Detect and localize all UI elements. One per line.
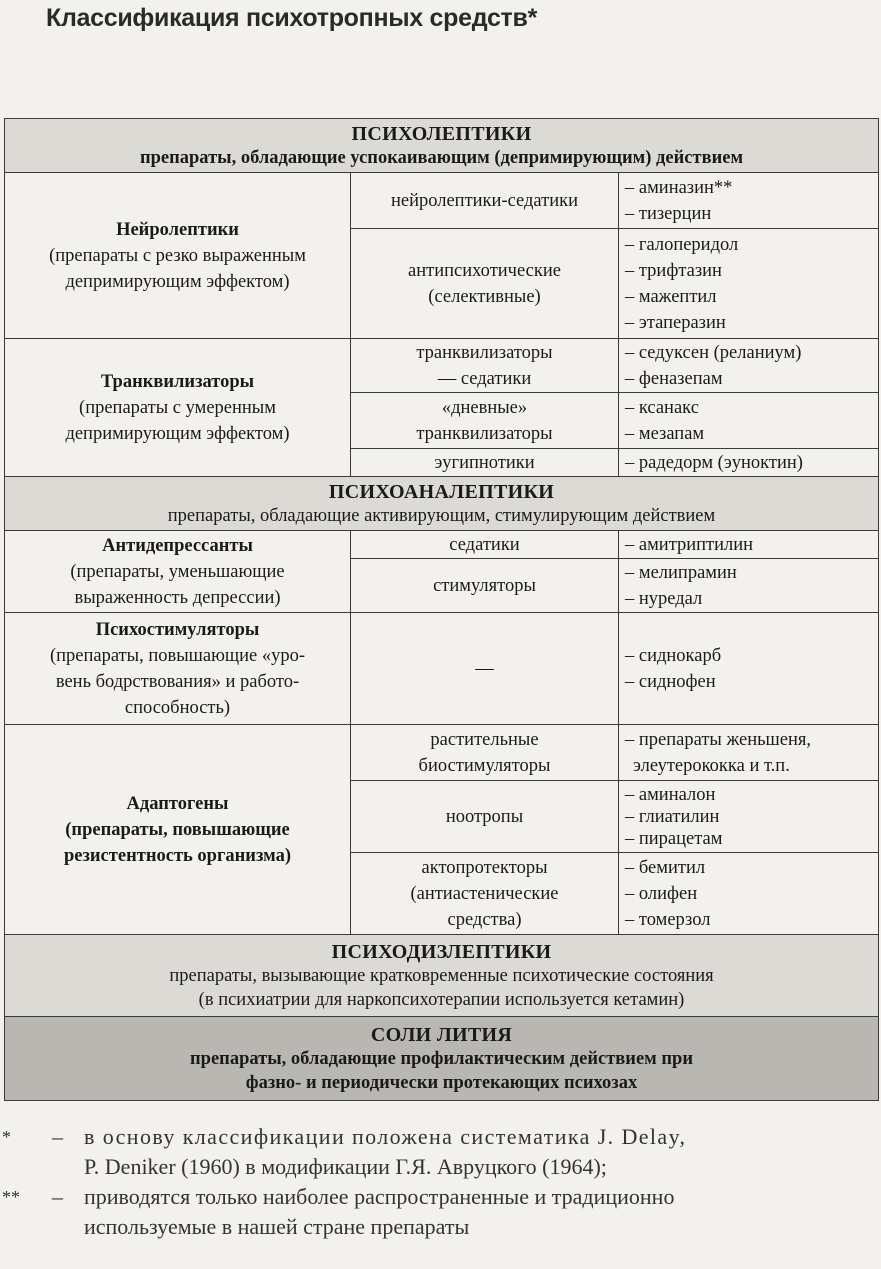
subgroup-name-line: (антиастенические: [410, 883, 559, 904]
drug-item: – аминалон: [625, 784, 716, 805]
group-desc-line: депримирующим эффектом): [65, 271, 290, 292]
subgroup-name: [351, 613, 619, 725]
footnote-line: приводятся только наиболее распространенные и традиционно: [84, 1184, 675, 1209]
footnote-line: используемые в нашей стране препараты: [84, 1214, 470, 1239]
subgroup-name-line: —: [475, 658, 494, 679]
subgroup-name: [351, 393, 619, 449]
subgroup-name-line: биостимуляторы: [418, 755, 551, 776]
group-desc-line: (препараты, повышающие «уро-: [49, 645, 306, 666]
group-name: Адаптогены: [126, 793, 229, 814]
subgroup-name-line: стимуляторы: [433, 575, 536, 596]
drug-item: – мезапам: [625, 423, 705, 444]
section-subtitle-line: (в психиатрии для наркопсихотерапии используется кетамин): [198, 989, 685, 1010]
subgroup-name-line: растительные: [430, 729, 539, 750]
subgroup-name: [351, 229, 619, 339]
drug-item: – аминазин**: [625, 177, 733, 198]
section-subtitle: препараты, обладающие активирующим, стимулирующим действием: [167, 505, 716, 526]
subgroup-name: [351, 173, 619, 229]
drug-item: – нуредал: [625, 588, 703, 609]
subgroup-name: [351, 339, 619, 393]
drug-list: [619, 449, 879, 477]
drug-list: [619, 725, 879, 781]
group-tranquilizers: [5, 339, 351, 477]
drug-item: – галоперидол: [625, 234, 739, 255]
psycholeptics-header: [5, 119, 879, 173]
subgroup-name-line: транквилизаторы: [416, 342, 553, 363]
footnote-dash: –: [52, 1184, 63, 1209]
section-subtitle-line: фазно- и периодически протекающих психозах: [245, 1072, 638, 1093]
group-psychostimulants: [5, 613, 351, 725]
drug-list: [619, 393, 879, 449]
section-subtitle-line: препараты, вызывающие кратковременные психотические состояния: [169, 965, 714, 986]
drug-item: – амитриптилин: [625, 534, 754, 555]
subgroup-name-line: — седатики: [437, 368, 532, 389]
group-neuroleptics: [5, 173, 351, 339]
drug-item: – мажептил: [625, 286, 717, 307]
subgroup-name-line: нейролептики-седатики: [390, 190, 579, 211]
drug-list: [619, 781, 879, 853]
subgroup-name-line: средства): [447, 909, 522, 930]
drug-item: – феназепам: [625, 368, 723, 389]
footnote-line: P. Deniker (1960) в модификации Г.Я. Авруцкого (1964);: [84, 1154, 607, 1179]
drug-list: [619, 173, 879, 229]
psychodysleptics-header: [5, 935, 879, 1017]
section-title: СОЛИ ЛИТИЯ: [370, 1023, 513, 1046]
group-name: Транквилизаторы: [100, 371, 255, 392]
section-subtitle-line: препараты, обладающие профилактическим действием при: [190, 1048, 693, 1069]
group-desc-line: вень бодрствования» и работо-: [55, 671, 300, 692]
classification-table: [4, 118, 879, 1101]
subgroup-name: [351, 725, 619, 781]
drug-item: – томерзол: [625, 909, 711, 930]
drug-item: – радедорм (эуноктин): [625, 452, 803, 473]
drug-item: – этаперазин: [625, 312, 726, 333]
footnote: [0, 1182, 881, 1242]
drug-list: [619, 229, 879, 339]
group-desc-line: (препараты, повышающие: [65, 819, 290, 840]
section-subtitle: препараты, обладающие успокаивающим (депримирующим) действием: [139, 147, 744, 168]
drug-list: [619, 613, 879, 725]
group-desc-line: резистентность организма): [63, 845, 292, 866]
lithium-header: [5, 1017, 879, 1101]
subgroup-name-line: актопротекторы: [421, 857, 548, 878]
group-name: Психостимуляторы: [95, 619, 260, 640]
drug-list: [619, 531, 879, 559]
footnote-mark: *: [2, 1127, 11, 1147]
drug-list: [619, 339, 879, 393]
drug-item: – глиатилин: [625, 806, 720, 827]
footnote-mark: **: [2, 1187, 20, 1207]
drug-list: [619, 853, 879, 935]
group-desc-line: выраженность депрессии): [74, 587, 281, 608]
drug-item: – сиднокарб: [625, 645, 722, 666]
subgroup-name-line: антипсихотические: [408, 260, 561, 281]
psychoanaleptics-header: [5, 477, 879, 531]
drug-item: – мелипрамин: [625, 562, 737, 583]
group-desc-line: (препараты с умеренным: [79, 397, 276, 418]
footnotes: [0, 1122, 881, 1242]
section-title: ПСИХОДИЗЛЕПТИКИ: [331, 940, 552, 963]
group-antidepressants: [5, 531, 351, 613]
footnote-dash: –: [52, 1124, 63, 1149]
drug-item: – седуксен (реланиум): [625, 342, 802, 363]
drug-item: – олифен: [625, 883, 698, 904]
group-desc-line: способность): [124, 697, 231, 718]
subgroup-name: [351, 781, 619, 853]
subgroup-name-line: седатики: [449, 534, 520, 555]
group-desc-line: депримирующим эффектом): [65, 423, 290, 444]
drug-item: – бемитил: [625, 857, 706, 878]
group-desc-line: (препараты с резко выраженным: [49, 245, 306, 266]
footnote-line: в основу классификации положена систематика J. Delay,: [84, 1124, 687, 1149]
subgroup-name: [351, 853, 619, 935]
subgroup-name-line: эугипнотики: [434, 452, 535, 473]
drug-item: – препараты женьшеня,: [625, 729, 812, 750]
section-title: ПСИХОАНАЛЕПТИКИ: [328, 480, 555, 503]
subgroup-name-line: транквилизаторы: [416, 423, 553, 444]
drug-item: – тизерцин: [625, 203, 712, 224]
drug-item: – трифтазин: [625, 260, 722, 281]
group-name: Антидепрессанты: [102, 535, 253, 556]
group-adaptogens: [5, 725, 351, 935]
subgroup-name: [351, 531, 619, 559]
drug-list: [619, 559, 879, 613]
drug-item: – ксанакс: [625, 397, 699, 418]
section-title: ПСИХОЛЕПТИКИ: [351, 122, 532, 145]
drug-item: – пирацетам: [625, 828, 723, 849]
subgroup-name-line: «дневные»: [441, 397, 528, 418]
group-desc-line: (препараты, уменьшающие: [70, 561, 285, 582]
drug-item: – сиднофен: [625, 671, 716, 692]
subgroup-name-line: ноотропы: [445, 806, 524, 827]
subgroup-name-line: (селективные): [428, 286, 541, 307]
page-title: Классификация психотропных средств*: [46, 4, 538, 32]
footnote: [0, 1122, 881, 1182]
drug-item: элеутерококка и т.п.: [633, 755, 790, 776]
group-name: Нейролептики: [116, 219, 239, 240]
subgroup-name: [351, 559, 619, 613]
subgroup-name: [351, 449, 619, 477]
